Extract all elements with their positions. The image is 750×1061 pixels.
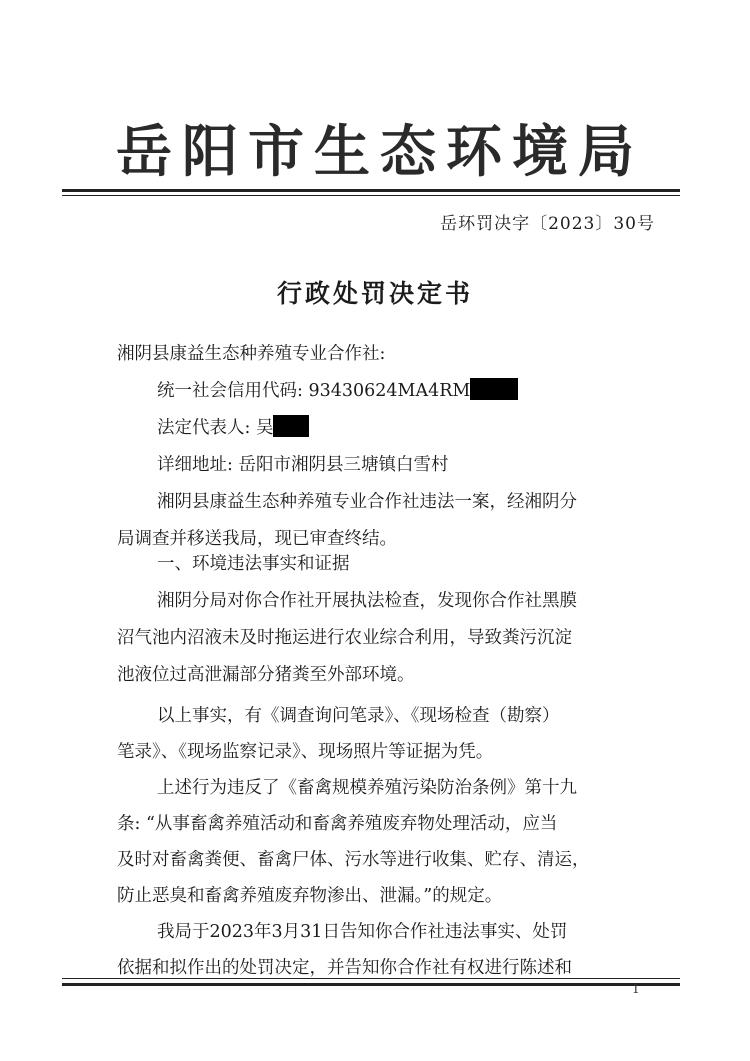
paragraph-line: 依据和拟作出的处罚决定，并告知你合作社有权进行陈述和 (117, 958, 572, 978)
paragraph-line: 沼气池内沼液未及时拖运进行农业综合利用，导致粪污沉淀 (117, 628, 572, 648)
paragraph-line: 湘阴分局对你合作社开展执法检查，发现你合作社黑膜 (157, 591, 577, 611)
paragraph-line: 防止恶臭和畜禽养殖废弃物渗出、泄漏。”的规定。 (117, 886, 503, 906)
agency-header: 岳阳市生态环境局 (116, 119, 644, 185)
header-rule-thin (62, 195, 680, 196)
document-number: 岳环罚决字〔2023〕30号 (440, 214, 655, 234)
section-heading: 一、环境违法事实和证据 (157, 554, 350, 574)
legal-rep-line (157, 414, 309, 439)
address: 详细地址: 岳阳市湘阴县三塘镇白雪村 (157, 455, 449, 475)
paragraph-line: 池液位过高泄漏部分猪粪至外部环境。 (117, 665, 415, 685)
page-number: 1 (632, 982, 640, 996)
paragraph-line: 湘阴县康益生态种养殖专业合作社违法一案，经湘阴分 (157, 492, 577, 512)
paragraph-line: 条: “从事畜禽养殖活动和畜禽养殖废弃物处理活动，应当 (117, 814, 558, 834)
document-title: 行政处罚决定书 (276, 279, 473, 308)
paragraph-line: 我局于2023年3月31日告知你合作社违法事实、处罚 (157, 922, 568, 942)
credit-code-line (157, 377, 518, 402)
paragraph-line: 笔录》、《现场监察记录》、现场照片等证据为凭。 (117, 742, 494, 762)
paragraph-line: 局调查并移送我局，现已审查终结。 (117, 529, 397, 549)
credit-code: 统一社会信用代码: 93430624MA4RM (157, 381, 471, 401)
redaction-bar (273, 415, 309, 437)
paragraph-line: 及时对畜禽粪便、畜禽尸体、污水等进行收集、贮存、清运， (117, 850, 590, 870)
paragraph-line: 以上事实，有《调查询问笔录》、《现场检查（勘察） (157, 706, 560, 726)
footer-rule-thick (62, 983, 680, 986)
addressee: 湘阴县康益生态种养殖专业合作社: (117, 344, 386, 364)
footer-rule-thin (62, 978, 680, 979)
redaction-bar (470, 378, 518, 400)
legal-representative: 法定代表人: 吴 (157, 418, 274, 438)
header-rule-thick (62, 189, 680, 192)
paragraph-line: 上述行为违反了《畜禽规模养殖污染防治条例》第十九 (157, 778, 577, 798)
